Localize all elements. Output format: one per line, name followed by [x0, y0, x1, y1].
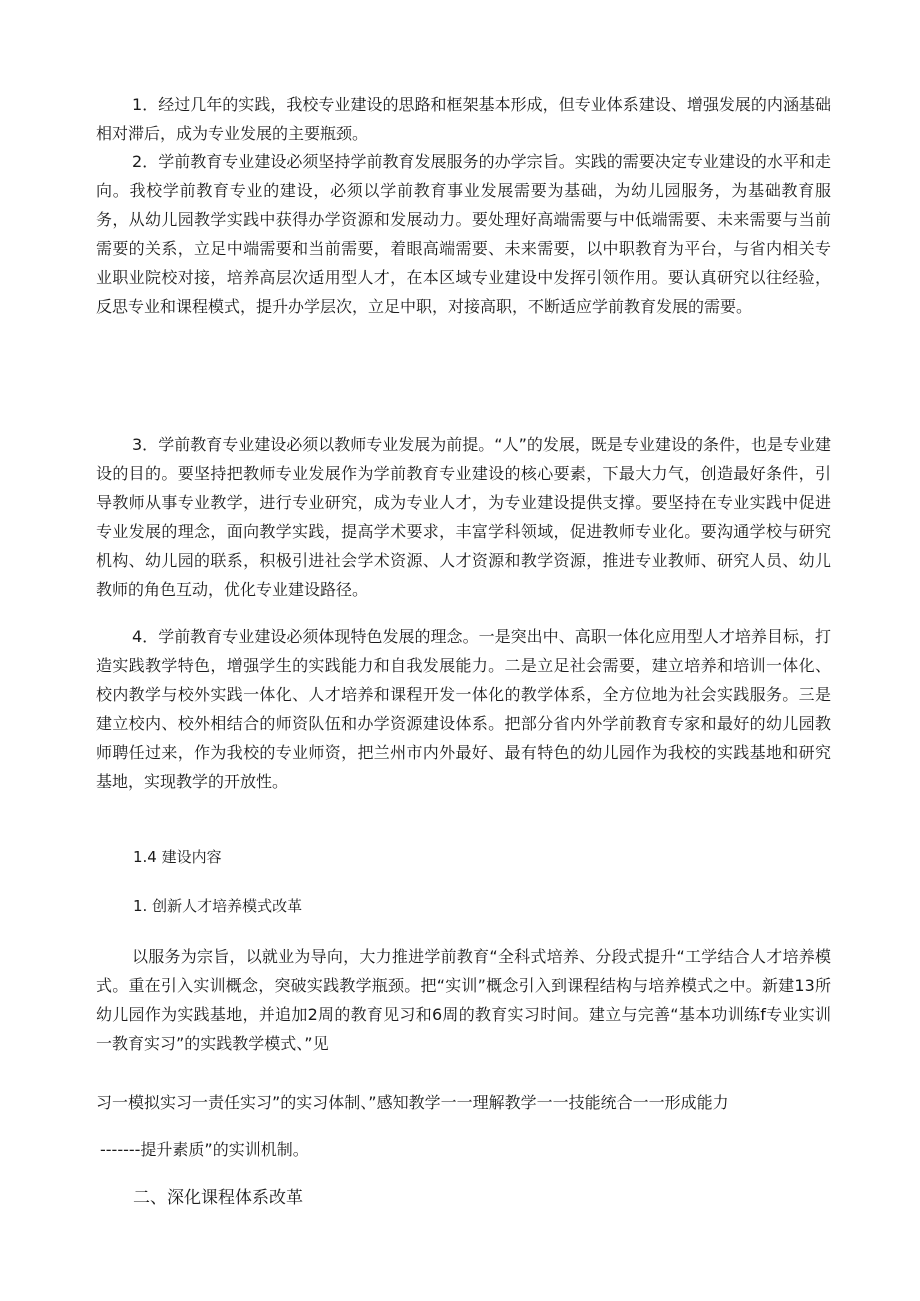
paragraph-6-line-2: -------提升素质”的实训机制。	[100, 1140, 309, 1159]
paragraph-2: 2．学前教育专业建设必须坚持学前教育发展服务的办学宗旨。实践的需要决定专业建设的水平和走向。我校学前教育专业的建设，必须以学前教育事业发展需要为基础，为幼儿园服务，为基础教育服务，从幼儿园教学实践中获得办学资源和发展动力。要处理好高端需要与中低端需要、未来需要与当前需要的关系，立足中端需要和当前需要，着眼高端需要、未来需要，以中职教育为平台，与省内相关专业职业院校对接，培养高层次适用型人才，在本区域专业建设中发挥引领作用。要认真研究以往经验，反思专业和课程模式，提升办学层次，立足中职，对接高职，不断适应学前教育发展的需要。	[96, 152, 831, 316]
paragraph-6-line-1: 习一模拟实习一责任实习”的实习体制、”感知教学一一理解教学一一技能统合一一形成能力	[96, 1093, 729, 1112]
paragraph-1: 1．经过几年的实践，我校专业建设的思路和框架基本形成，但专业体系建设、增强发展的内涵基础相对滞后，成为专业发展的主要瓶颈。	[96, 95, 831, 143]
paragraph-3: 3．学前教育专业建设必须以教师专业发展为前提。“人”的发展，既是专业建设的条件，也是专业建设的目的。要坚持把教师专业发展作为学前教育专业建设的核心要素，下最大力气，创造最好条件，引导教师从事专业教学，进行专业研究，成为专业人才，为专业建设提供支撑。要坚持在专业实践中促进专业发展的理念，面向教学实践，提高学术要求，丰富学科领域，促进教师专业化。要沟通学校与研究机构、幼儿园的联系，积极引进社会学术资源、人才资源和教学资源，推进专业教师、研究人员、幼儿教师的角色互动，优化专业建设路径。	[96, 435, 831, 599]
section-heading-2: 二、深化课程体系改革	[133, 1188, 303, 1208]
paragraph-4: 4．学前教育专业建设必须体现特色发展的理念。一是突出中、高职一体化应用型人才培养目标，打造实践教学特色，增强学生的实践能力和自我发展能力。二是立足社会需要，建立培养和培训一体化、校内教学与校外实践一体化、人才培养和课程开发一体化的教学体系，全方位地为社会实践服务。三是建立校内、校外相结合的师资队伍和办学资源建设体系。把部分省内外学前教育专家和最好的幼儿园教师聘任过来，作为我校的专业师资，把兰州市内外最好、最有特色的幼儿园作为我校的实践基地和研究基地，实现教学的开放性。	[96, 627, 831, 791]
paragraph-5: 以服务为宗旨，以就业为导向，大力推进学前教育“全科式培养、分段式提升“工学结合人才培养模式。重在引入实训概念，突破实践教学瓶颈。把“实训”概念引入到课程结构与培养模式之中。新建13所幼儿园作为实践基地，并追加2周的教育见习和6周的教育实习时间。建立与完善“基本功训练f专业实训一教育实习”的实践教学模式、”见	[96, 947, 831, 1053]
subsection-heading-1: 1. 创新人才培养模式改革	[133, 897, 303, 915]
section-heading-1-4: 1.4 建设内容	[133, 848, 222, 866]
